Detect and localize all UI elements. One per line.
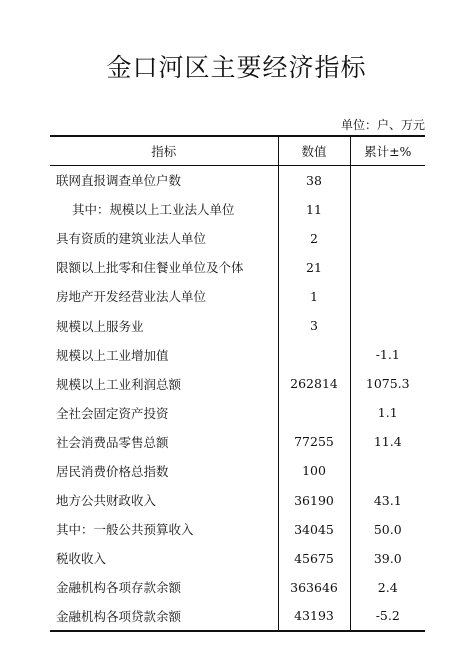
- header-indicator: 指标: [50, 136, 278, 166]
- row-change: [350, 311, 425, 340]
- row-name: 全社会固定资产投资: [56, 405, 169, 421]
- row-value: 262814: [278, 369, 350, 398]
- indicators-table: [50, 135, 425, 632]
- row-value: [278, 398, 350, 427]
- row-change: 50.0: [350, 515, 425, 544]
- unit-label: 单位：户、万元: [340, 118, 425, 132]
- row-change: -5.2: [350, 602, 425, 631]
- row-value: 77255: [278, 427, 350, 456]
- row-name: 规模以上工业利润总额: [56, 376, 182, 392]
- row-value: 21: [278, 253, 350, 282]
- table-row: [50, 195, 425, 224]
- row-name: 其中：规模以上工业法人单位: [72, 202, 235, 218]
- table-row: [50, 166, 425, 195]
- row-change: -1.1: [350, 340, 425, 369]
- row-name: 其中：一般公共预算收入: [56, 522, 194, 538]
- header-row: [50, 136, 425, 166]
- table-row: [50, 515, 425, 544]
- table-row: [50, 369, 425, 398]
- row-value: 11: [278, 195, 350, 224]
- row-change: [350, 195, 425, 224]
- row-change: 2.4: [350, 573, 425, 602]
- row-name: 规模以上工业增加值: [56, 347, 169, 363]
- row-name: 地方公共财政收入: [56, 493, 157, 509]
- row-value: 38: [278, 166, 350, 195]
- row-change: 11.4: [350, 427, 425, 456]
- page-title: 金口河区主要经济指标: [106, 53, 367, 82]
- row-name: 联网直报调查单位户数: [56, 173, 182, 189]
- row-value: 36190: [278, 486, 350, 515]
- row-name: 税收收入: [56, 551, 107, 567]
- table-row: [50, 224, 425, 253]
- row-change: [350, 166, 425, 195]
- row-value: 3: [278, 311, 350, 340]
- row-name: 限额以上批零和住餐业单位及个体: [56, 260, 244, 276]
- row-change: [350, 456, 425, 485]
- row-value: 100: [278, 456, 350, 485]
- row-value: [278, 340, 350, 369]
- table-row: [50, 427, 425, 456]
- row-change: [350, 224, 425, 253]
- header-change: 累计±%: [350, 136, 425, 166]
- table-row: [50, 398, 425, 427]
- table-row: [50, 573, 425, 602]
- row-value: 45675: [278, 544, 350, 573]
- row-change: [350, 253, 425, 282]
- row-change: 39.0: [350, 544, 425, 573]
- table-header: [50, 136, 425, 166]
- row-name: 金融机构各项贷款余额: [50, 602, 278, 631]
- row-name: 房地产开发经营业法人单位: [56, 289, 207, 305]
- row-change: 43.1: [350, 486, 425, 515]
- table-row: [50, 253, 425, 282]
- row-change: 1.1: [350, 398, 425, 427]
- row-value: 2: [278, 224, 350, 253]
- row-value: 34045: [278, 515, 350, 544]
- table-row: [50, 311, 425, 340]
- header-value: 数值: [278, 136, 350, 166]
- row-value: 363646: [278, 573, 350, 602]
- row-change: 1075.3: [350, 369, 425, 398]
- row-name: 规模以上服务业: [56, 318, 144, 334]
- table-row: [50, 282, 425, 311]
- table-row: [50, 544, 425, 573]
- row-name: 居民消费价格总指数: [56, 463, 169, 479]
- row-value: 1: [278, 282, 350, 311]
- row-change: [350, 282, 425, 311]
- row-name: 金融机构各项存款余额: [56, 580, 182, 596]
- row-value: 43193: [278, 602, 350, 631]
- table-row: [50, 486, 425, 515]
- row-name: 具有资质的建筑业法人单位: [56, 231, 207, 247]
- table-row: [50, 602, 425, 631]
- row-name: 社会消费品零售总额: [56, 434, 169, 450]
- table-body: [50, 166, 425, 632]
- table-row: [50, 340, 425, 369]
- table-row: [50, 456, 425, 485]
